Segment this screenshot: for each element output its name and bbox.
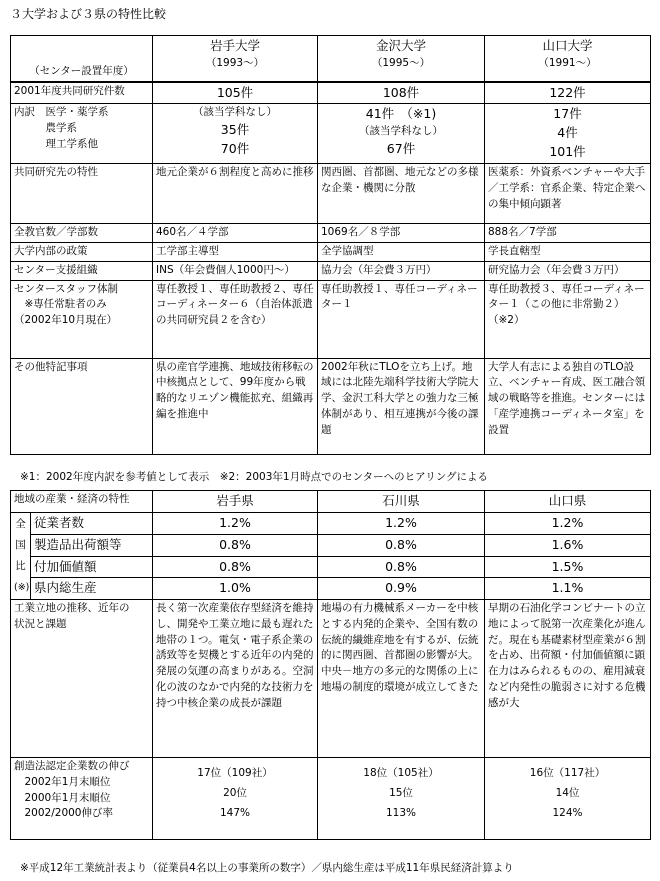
pref-row-gdp: 県内総生産 1.0% 0.9% 1.1% [11, 578, 651, 600]
national-ratio-side: 全 国 比 (※) [11, 513, 31, 600]
partner-row: 共同研究先の特性 地元企業が６割程度と高めに推移 関西圏、首都圏、地元などの多様な企業・機関に分散 医薬系：外資系ベンチャーや大手／工学系：官系企業、特定企業への集中傾向顕著 [11, 164, 651, 224]
footnote-2: ※平成12年工業統計表より（従業員4名以上の事業所の数字）／県内総生産は平成11年県民経済計算より [20, 862, 514, 874]
col-yamaguchi: 山口県 [485, 491, 651, 513]
breakdown-row: 内訳 医学・薬学系 農学系 理工学系他 （該当学科なし） 35件 70件 41件 （※1) （該当学科なし） 67件 17件 4件 101件 [11, 104, 651, 164]
pref-row-employees: 全 国 比 (※) 従業者数 1.2% 1.2% 1.2% [11, 513, 651, 535]
other-row: その他特記事項 県の産官学連携、地域技術移転の中核拠点として、99年度から戦略的なリエゾン機能拡充、組織再編を推進中 2002年秋にTLOを立ち上げ。地域には北陸先端科学技術大学院大学、金沢工科大学との強力な三極体制があり、相互連携が今後の課題 大学人有志による独自のTLO設立、ベンチャー育成、医工融合領域の戦略等を推進。センターには「産学連携コーディネータ室」を設置 [11, 358, 651, 454]
header-row [11, 36, 651, 82]
col-ishikawa: 石川県 [318, 491, 485, 513]
breakdown-label: 内訳 医学・薬学系 農学系 理工学系他 [11, 104, 153, 164]
col-kanazawa-univ: 金沢大学 （1995～） [318, 36, 485, 82]
prefecture-table [10, 490, 651, 840]
col-iwate: 岩手県 [153, 491, 318, 513]
support-row: センター支援組織 INS（年会費個人1000円～） 協力会（年会費３万円） 研究協力会（年会費３万円） [11, 261, 651, 280]
header-label: （センター設置年度） [11, 36, 153, 82]
col-iwate-univ: 岩手大学 （1993～） [153, 36, 318, 82]
count-row: 2001年度共同研究件数 105件 108件 122件 [11, 82, 651, 104]
col-yamaguchi-univ: 山口大学 （1991～） [485, 36, 651, 82]
staff-row: 全教官数／学部数 460名／４学部 1069名／８学部 888名／7学部 [11, 224, 651, 243]
pref-header-row: 地域の産業・経済の特性 岩手県 石川県 山口県 [11, 491, 651, 513]
university-table [10, 35, 651, 455]
footnote-1: ※1：2002年度内訳を参考値として表示 ※2：2003年1月時点でのセンターへのヒアリングによる [20, 471, 489, 483]
center-staff-row: センタースタッフ体制 ※専任常駐者のみ （2002年10月現在） 専任教授１、専任助教授２、専任コーディネーター６（自治体派遣の共同研究員２を含む） 専任助教授１、専任コーディネーター１ 専任助教授３、専任コーディネーター１（この他に非常勤２） （※2） [11, 280, 651, 358]
creation-row: 創造法認定企業数の伸び 2002年1月末順位 2000年1月末順位 2002/2000伸び率 17位（109社） 20位 147% 18位（105社） 15位 113% 16位（117社） 14位 124% [11, 758, 651, 840]
page-title: ３大学および３県の特性比較 [10, 7, 167, 21]
trend-row: 工業立地の推移、近年の 状況と課題 長く第一次産業依存型経済を維持し、開発や工業立地に最も遅れた地帯の１つ。電気・電子系企業の誘致等を契機とする近年の内発的発展の気運の高まりがある。空洞化の波のなかで内発的な技術力を持つ中核企業の成長が課題 地場の有力機械系メーカーを中核とする内発的企業や、全国有数の伝統的繊維産地を有するが、伝統的に関西圏、首都圏の影響が大。中央－地方の多元的な関係の上に地場の制度的環境が成立してきた 早期の石油化学コンビナートの立地によって脱第一次産業化が進んだ。現在も基礎素材型産業が６割を占め、出荷額・付加価値額に顕在力はみられるものの、雇用減衰など内発性の脆弱さに対する危機感が大 [11, 600, 651, 758]
pref-row-value-added: 付加価値額 0.8% 0.8% 1.5% [11, 556, 651, 578]
policy-row: 大学内部の政策 工学部主導型 全学協調型 学長直轄型 [11, 243, 651, 262]
pref-row-shipments: 製造品出荷額等 0.8% 0.8% 1.6% [11, 534, 651, 556]
